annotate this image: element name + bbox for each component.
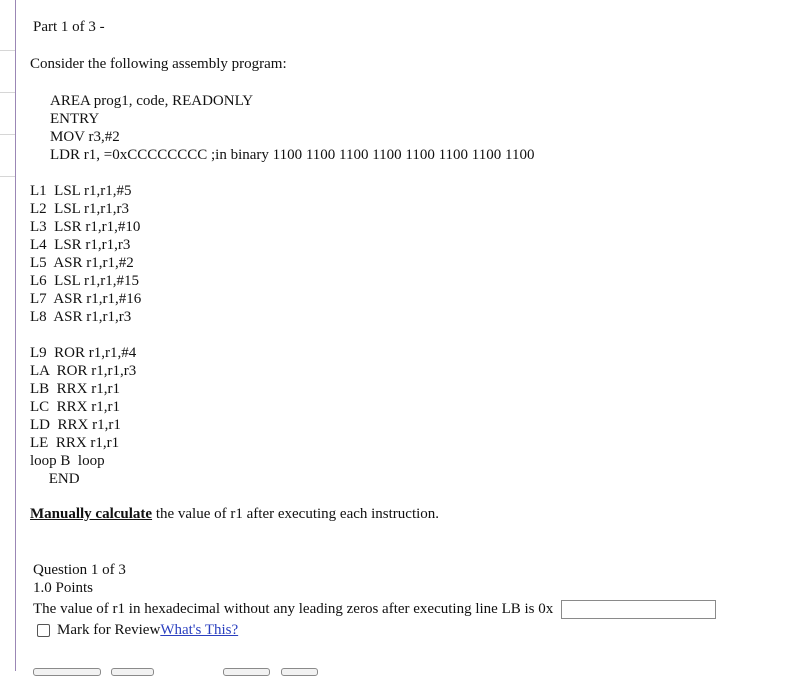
code-line: AREA prog1, code, READONLY <box>50 93 254 109</box>
instruction-rest: the value of r1 after executing each instruction. <box>152 506 440 522</box>
intro-text: Consider the following assembly program: <box>30 56 287 72</box>
left-rail <box>0 0 16 671</box>
nav-button[interactable] <box>33 668 101 676</box>
question-points: 1.0 Points <box>33 580 94 596</box>
instruction-text <box>30 506 439 523</box>
rail-divider <box>0 92 15 93</box>
code-line: LD RRX r1,r1 <box>30 417 121 433</box>
code-line: L1 LSL r1,r1,#5 <box>30 183 132 199</box>
code-header <box>50 92 534 164</box>
nav-button[interactable] <box>281 668 318 676</box>
code-line: L8 ASR r1,r1,r3 <box>30 309 132 325</box>
code-line: L9 ROR r1,r1,#4 <box>30 345 137 361</box>
code-line: LC RRX r1,r1 <box>30 399 120 415</box>
question-header <box>33 561 126 597</box>
code-line: L5 ASR r1,r1,#2 <box>30 255 134 271</box>
question-prompt-row <box>33 600 716 619</box>
answer-input[interactable] <box>561 600 716 619</box>
code-line: L7 ASR r1,r1,#16 <box>30 291 142 307</box>
nav-button[interactable] <box>111 668 154 676</box>
code-line: L6 LSL r1,r1,#15 <box>30 273 140 289</box>
code-line: LB RRX r1,r1 <box>30 381 120 397</box>
whats-this-link[interactable]: What's This? <box>160 622 239 638</box>
rail-divider <box>0 50 15 51</box>
question-prompt: The value of r1 in hexadecimal without any leading zeros after executing line LB is 0x <box>33 601 554 617</box>
rail-divider <box>0 134 15 135</box>
code-line: LE RRX r1,r1 <box>30 435 120 451</box>
code-line: L4 LSR r1,r1,r3 <box>30 237 131 253</box>
code-block-rotates <box>30 344 136 488</box>
instruction-emphasis: Manually calculate <box>30 506 153 522</box>
code-line: LA ROR r1,r1,r3 <box>30 363 137 379</box>
mark-for-review-row <box>37 622 238 639</box>
mark-for-review-label[interactable]: Mark for Review <box>57 622 161 638</box>
part-title: Part 1 of 3 - <box>33 19 105 35</box>
mark-for-review-checkbox[interactable] <box>37 624 50 637</box>
nav-button[interactable] <box>223 668 270 676</box>
code-line: LDR r1, =0xCCCCCCCC ;in binary 1100 1100 1100 1100 1100 1100 1100 1100 <box>50 147 535 163</box>
code-line: ENTRY <box>50 111 100 127</box>
rail-divider <box>0 176 15 177</box>
code-line: L3 LSR r1,r1,#10 <box>30 219 141 235</box>
code-line: END <box>30 471 80 487</box>
question-number: Question 1 of 3 <box>33 562 126 578</box>
code-line: MOV r3,#2 <box>50 129 120 145</box>
code-block-shifts <box>30 182 141 326</box>
code-line: L2 LSL r1,r1,r3 <box>30 201 130 217</box>
code-line: loop B loop <box>30 453 105 469</box>
